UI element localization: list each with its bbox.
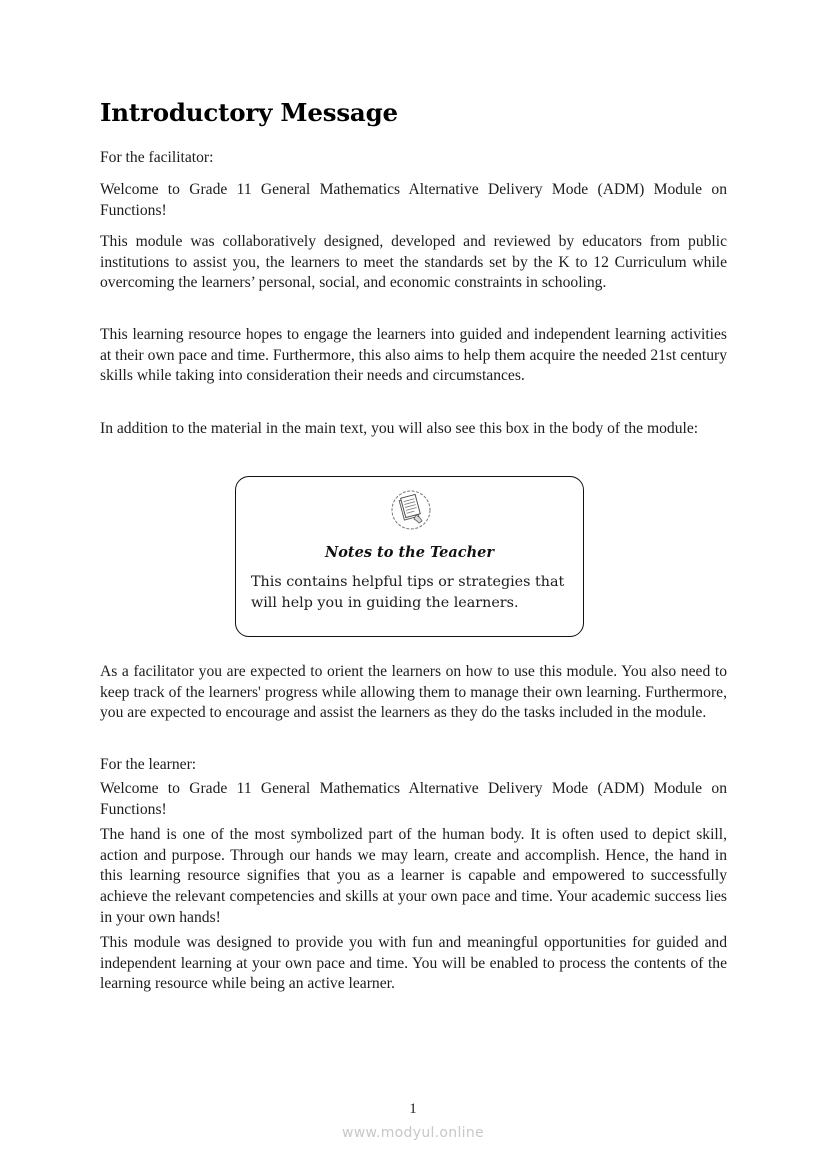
facilitator-box-intro-paragraph: In addition to the material in the main text, you will also see this box in the body of the module: [100, 420, 699, 437]
facilitator-closing-paragraph: As a facilitator you are expected to orient the learners on how to use this module. You also need to keep track of the learners' progress while allowing them to manage their own learning. Furthermore, you are expected to encourage and assist the learners as they do the tasks included in the module. [100, 663, 727, 722]
watermark-link: www.modyul.online [342, 1125, 484, 1141]
learner-hand-paragraph: The hand is one of the most symbolized part of the human body. It is often used to depict skill, action and purpose. Through our hands we may learn, create and accomplish. Hence, the hand in this learning resource signifies that you as a learner is capable and empowered to successfully achieve the relevant competencies and skills at your own pace and time. Your academic success lies in your own hands! [100, 826, 727, 926]
facilitator-module-paragraph: This module was collaboratively designed, developed and reviewed by educators from public institutions to assist you, the learners to meet the standards set by the K to 12 Curriculum while overcoming the learners’ personal, social, and economic constraints in schooling. [100, 233, 727, 292]
page-number: 1 [409, 1101, 417, 1117]
notes-box-body: This contains helpful tips or strategies that will help you in guiding the learners. [251, 574, 565, 611]
learner-label: For the learner: [100, 756, 197, 773]
facilitator-resource-paragraph: This learning resource hopes to engage the learners into guided and independent learning activities at their own pace and time. Furthermore, this also aims to help them acquire the needed 21st century skills while taking into consideration their needs and circumstances. [100, 326, 727, 385]
learner-module-paragraph: This module was designed to provide you with fun and meaningful opportunities for guided and independent learning at your own pace and time. You will be enabled to process the contents of the learning resource while being an active learner. [100, 934, 727, 993]
notes-clipboard-icon [390, 489, 432, 531]
facilitator-welcome-paragraph: Welcome to Grade 11 General Mathematics Alternative Delivery Mode (ADM) Module on Functions! [100, 181, 727, 219]
learner-welcome-paragraph: Welcome to Grade 11 General Mathematics Alternative Delivery Mode (ADM) Module on Functions! [100, 780, 727, 818]
facilitator-label: For the facilitator: [100, 149, 214, 166]
notes-to-teacher-box [235, 476, 584, 637]
page-title: Introductory Message [100, 98, 398, 127]
notes-box-title: Notes to the Teacher [325, 544, 494, 561]
